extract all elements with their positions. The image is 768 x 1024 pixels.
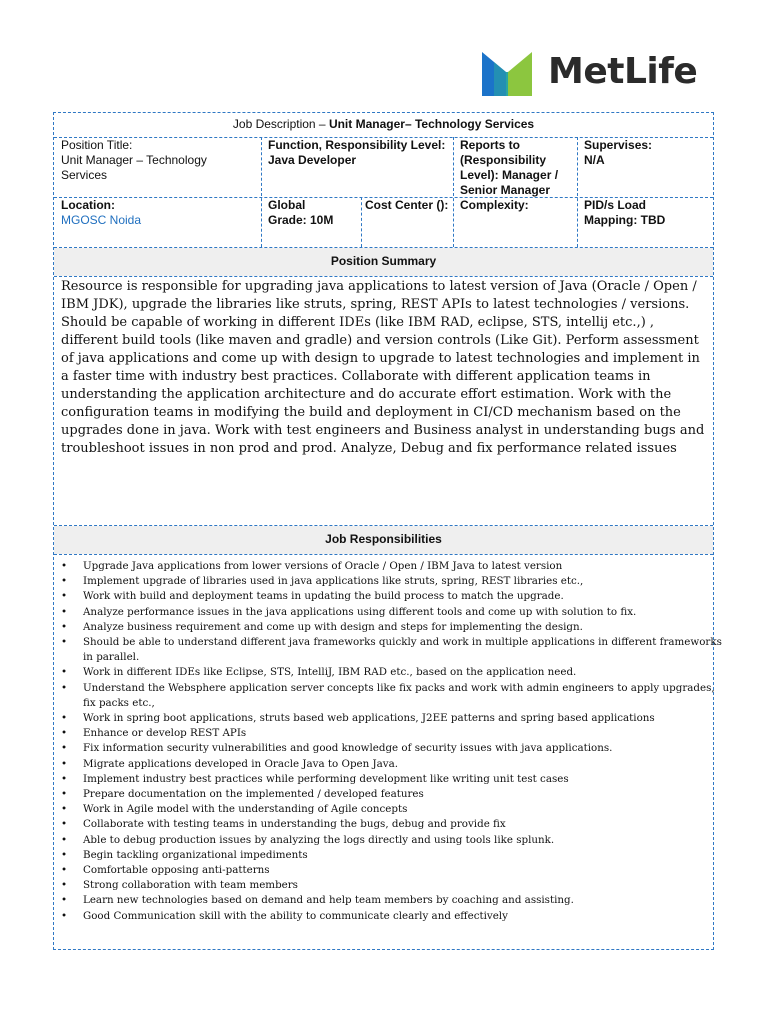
list-item: • Learn new technologies based on demand and help team members by coaching and assisting.	[83, 893, 723, 908]
title-prefix: Job Description –	[232, 117, 329, 131]
list-item: • Should be able to understand different java frameworks quickly and work in multiple applications in different frameworks in parallel.	[83, 635, 723, 665]
list-item: • Work in Agile model with the understanding of Agile concepts	[83, 802, 723, 817]
reports-to: Reports to (Responsibility Level): Manager / Senior Manager	[460, 138, 559, 197]
global-grade: Global Grade: 10M	[268, 198, 334, 227]
list-item: • Comfortable opposing anti-patterns	[83, 863, 723, 878]
title-role: Unit Manager– Technology Services	[328, 117, 535, 131]
brand-name: MetLife	[548, 51, 698, 92]
list-item: • Upgrade Java applications from lower versions of Oracle / Open / IBM Java to latest version	[83, 559, 723, 574]
list-item: • Work in different IDEs like Eclipse, STS, IntelliJ, IBM RAD etc., based on the application need.	[83, 665, 723, 680]
position-title-cell	[61, 138, 256, 183]
location-cell	[61, 198, 256, 228]
list-item: • Understand the Websphere application server concepts like fix packs and work with admin engineers to apply upgrades, fix packs etc.,	[83, 681, 723, 711]
list-item: • Migrate applications developed in Oracle Java to Open Java.	[83, 757, 723, 772]
position-title-value: Unit Manager – Technology Services	[61, 153, 207, 182]
job-description-document	[53, 112, 722, 950]
position-summary-heading: Position Summary	[54, 248, 713, 276]
list-item: • Enhance or develop REST APIs	[83, 726, 723, 741]
responsibilities-list	[54, 559, 723, 924]
list-item: • Prepare documentation on the implemented / developed features	[83, 787, 723, 802]
list-item: • Fix information security vulnerabilities and good knowledge of security issues with java applications.	[83, 741, 723, 756]
pid-load-mapping: PID/s Load Mapping: TBD	[584, 198, 666, 227]
list-item: • Implement upgrade of libraries used in java applications like struts, spring, REST libraries etc.,	[83, 574, 723, 589]
list-item: • Collaborate with testing teams in understanding the bugs, debug and provide fix	[83, 817, 723, 832]
position-summary-text: Resource is responsible for upgrading java applications to latest version of Java (Oracle / Open / IBM JDK), upgrade the libraries like struts, spring, REST APIs to latest technologies / versions. Should be capable of working in different IDEs (like IBM RAD, eclipse, STS, intellij etc.,) , different build tools (like maven and gradle) and version controls (Like Git). Perform assessment of java applications and come up with design to upgrade to latest technologies and implement in a faster time with industry best practices. Collaborate with different application teams in understanding the application architecture and do accurate effort estimation. Work with the configuration teams in modifying the build and deployment in CI/CD mechanism based on the upgrades done in java. Work with test engineers and Business analyst in understanding bugs and troubleshoot issues in non prod and prod. Analyze, Debug and fix performance related issues	[61, 279, 705, 456]
list-item: • Able to debug production issues by analyzing the logs directly and using tools like splunk.	[83, 833, 723, 848]
list-item: • Strong collaboration with team members	[83, 878, 723, 893]
position-title-label: Position Title:	[61, 138, 133, 152]
list-item: • Work with build and deployment teams in updating the build process to match the upgrade.	[83, 589, 723, 604]
metlife-logo-icon	[480, 46, 536, 98]
list-item: • Good Communication skill with the ability to communicate clearly and effectively	[83, 909, 723, 924]
list-item: • Analyze business requirement and come up with design and steps for implementing the design.	[83, 620, 723, 635]
supervises: Supervises: N/A	[584, 138, 653, 167]
document-title	[54, 113, 713, 137]
location-label: Location:	[61, 198, 115, 212]
job-responsibilities-heading: Job Responsibilities	[54, 526, 713, 554]
list-item: • Implement industry best practices while performing development like writing unit test cases	[83, 772, 723, 787]
metlife-logo	[480, 46, 705, 98]
location-value: MGOSC Noida	[61, 213, 142, 227]
list-item: • Work in spring boot applications, struts based web applications, J2EE patterns and spring based applications	[83, 711, 723, 726]
list-item: • Analyze performance issues in the java applications using different tools and come up with solution to fix.	[83, 605, 723, 620]
complexity: Complexity:	[460, 198, 529, 212]
cost-center: Cost Center ():	[365, 198, 449, 212]
list-item: • Begin tackling organizational impediments	[83, 848, 723, 863]
function-level: Function, Responsibility Level: Java Developer	[268, 138, 446, 167]
